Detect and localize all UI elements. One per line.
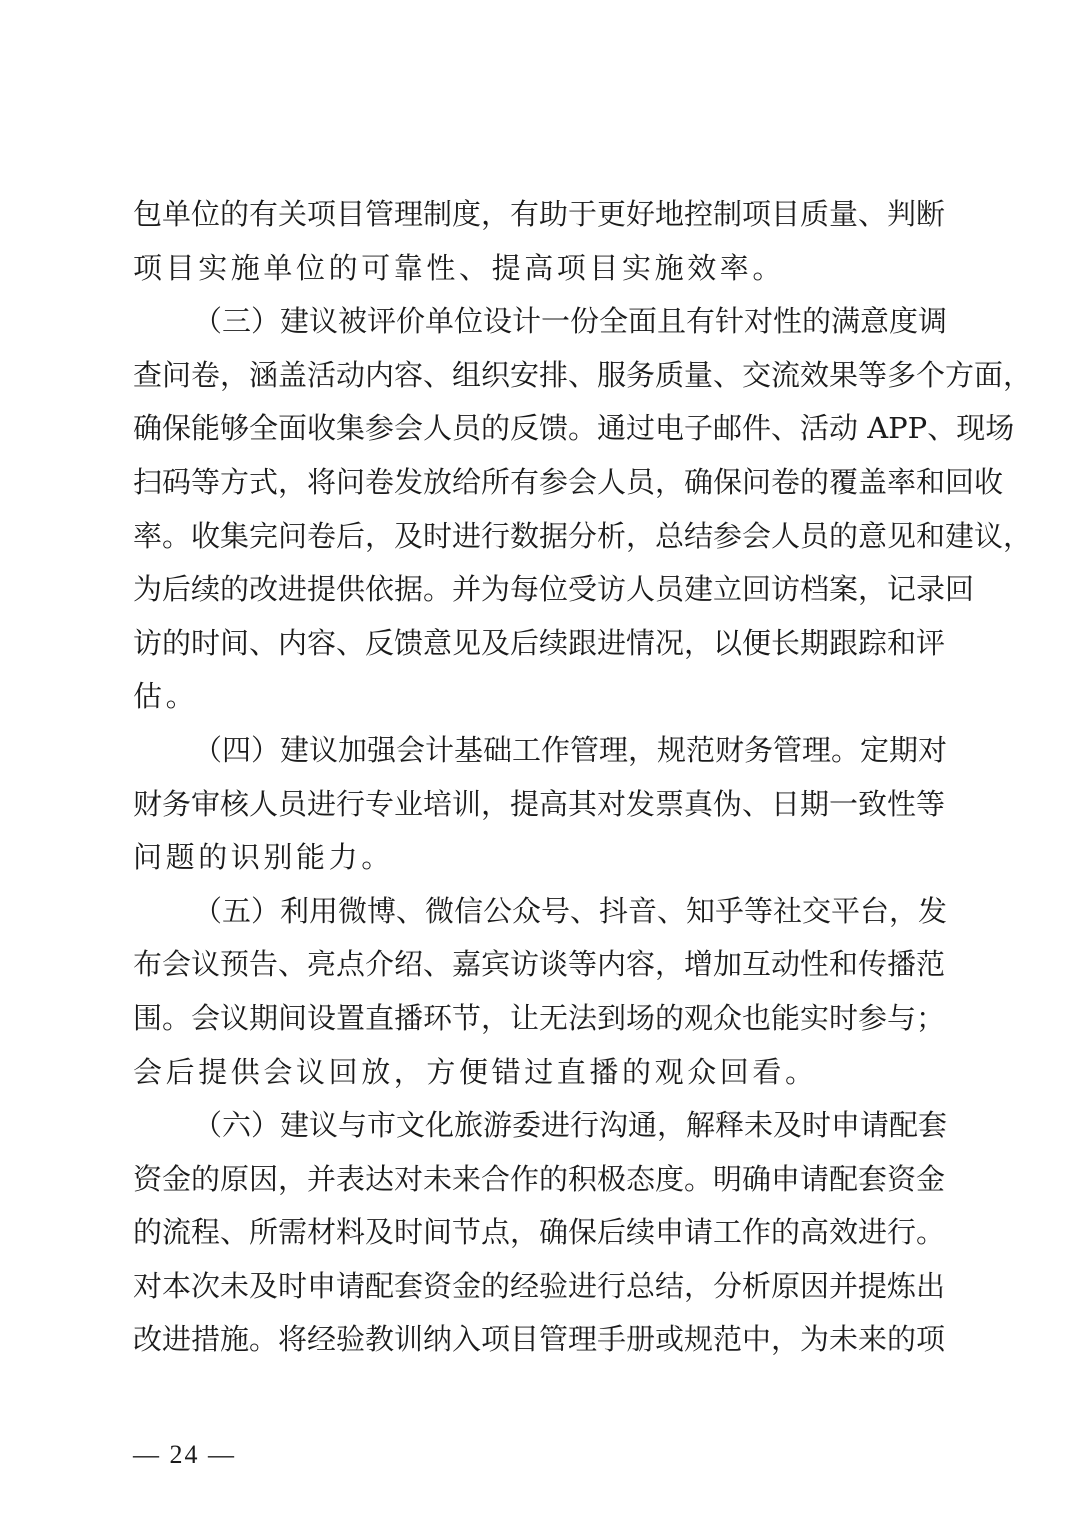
text-line: 财务审核人员进行专业培训，提高其对发票真伪、日期一致性等 (133, 786, 946, 821)
text-line: 围。会议期间设置直播环节，让无法到场的观众也能实时参与； (133, 1000, 946, 1035)
text-line: 率。收集完问卷后，及时进行数据分析，总结参会人员的意见和建议， (133, 518, 1033, 553)
page-number: — 24 — (133, 1440, 236, 1469)
body-text (133, 188, 1033, 1367)
text-line: 问题的识别能力。 (133, 840, 394, 875)
paragraph-item-3-start: （三）建议被评价单位设计一份全面且有针对性的满意度调 (193, 304, 948, 339)
paragraph-item-6-start: （六）建议与市文化旅游委进行沟通，解释未及时申请配套 (193, 1108, 948, 1143)
text-line: 查问卷，涵盖活动内容、组织安排、服务质量、交流效果等多个方面， (133, 357, 1033, 392)
text-line: 对本次未及时申请配套资金的经验进行总结，分析原因并提炼出 (133, 1268, 946, 1303)
text-line: 估。 (133, 679, 199, 714)
text-line: 资金的原因，并表达对未来合作的积极态度。明确申请配套资金 (133, 1161, 946, 1196)
text-line: 包单位的有关项目管理制度，有助于更好地控制项目质量、判断 (133, 197, 946, 231)
text-line: 扫码等方式，将问卷发放给所有参会人员，确保问卷的覆盖率和回收 (133, 464, 1004, 499)
text-line: 会后提供会议回放，方便错过直播的观众回看。 (133, 1054, 818, 1089)
text-line: 项目实施单位的可靠性、提高项目实施效率。 (133, 250, 786, 285)
text-line: 为后续的改进提供依据。并为每位受访人员建立回访档案，记录回 (133, 572, 975, 607)
paragraph-item-4-start: （四）建议加强会计基础工作管理，规范财务管理。定期对 (193, 732, 948, 767)
paragraph-item-5-start: （五）利用微博、微信公众号、抖音、知乎等社交平台，发 (193, 893, 948, 928)
text-line: 布会议预告、亮点介绍、嘉宾访谈等内容，增加互动性和传播范 (133, 947, 946, 982)
text-line: 访的时间、内容、反馈意见及后续跟进情况，以便长期跟踪和评 (133, 625, 946, 660)
text-line: 确保能够全面收集参会人员的反馈。通过电子邮件、活动 APP、现场 (133, 411, 1015, 446)
text-line: 的流程、所需材料及时间节点，确保后续申请工作的高效进行。 (133, 1215, 946, 1250)
text-line: 改进措施。将经验教训纳入项目管理手册或规范中，为未来的项 (133, 1322, 946, 1357)
